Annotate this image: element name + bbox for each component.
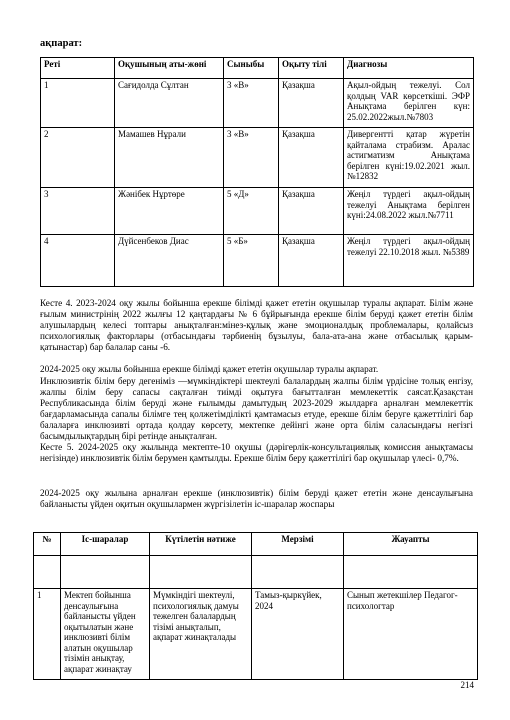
table-cell: Дүйсенбеков Диас: [115, 235, 224, 287]
table-spacer-row: [34, 556, 478, 589]
paragraph: 2024-2025 оқу жылына арналған ерекше (инклюзивтік) білім беруді қажет ететін және денсаулығына байланысты үйден оқитын оқушылармен жүргізілетін іс-шаралар жоспары: [40, 488, 473, 509]
table-row: [34, 589, 478, 680]
paragraph: Кесте 5. 2024-2025 оқу жылында мектепте-10 оқушы (дәрігерлік-консультациялық комиссия анықтамасы негізінде) инклюзивтік білім берумен қамтылды. Ерекше білім беру қажеттілігі бар оқушылар үлесі- 0,7%.: [40, 442, 473, 463]
table-cell: Мектеп бойынша денсаулығына байланысты үйден оқытылатын және инклюзивті білім алатын оқушылар тізімін анықтау, ақпарат жинақтау: [61, 589, 150, 680]
col-header: Жауапты: [344, 533, 478, 556]
table-cell: Жеңіл түрдегі ақыл-ойдың тежелуі 22.10.2018 жыл. №5389: [344, 235, 474, 287]
paragraph: Инклюзивтік білім беру дегеніміз —мүмкіндіктері шектеулі балалардың жалпы білім үрдісіне толық енгізу, жалпы білім беру сапасы сақталған тиімді оқытуға бағытталған мемлекеттік саясат.Қазақстан Республикасында білім беруді және ғылымды дамытудың 2023-2029 жылдарға арналған мемлекеттік бағдарламасында сапалы білімге тең қолжетімділікті қамтамасыз етуде, ерекше білім беруге қажеттілігі бар балаларға инклюзивті ортада қолдау көрсету, мектепке дейінгі және орта білім саласындағы негізгі басымдылықтардың бірі ретінде анықталған.: [40, 376, 473, 441]
table-cell: 4: [41, 235, 115, 287]
paragraph: Кесте 4. 2023-2024 оқу жылы бойынша ерекше білімді қажет ететін оқушылар туралы ақпарат. Білім және ғылым министрінің 2022 жылғы 12 қаңтардағы № 6 бұйрығында ерекше білім беруді қажет ететін білім алушылардың келесі топтары анықталған:мінез-құлық және эмоционалдық проблемалары, қолайсыз психологиялық факторлары (отбасындағы тәрбиенің бұзылуы, бала-ата-ана және отбасылық қарым-қатынастар) бар балалар саны -6.: [40, 298, 473, 352]
col-header: Реті: [41, 58, 115, 79]
table-cell: 3: [41, 188, 115, 235]
table-cell: Қазақша: [279, 79, 344, 128]
table-cell: Мамашев Нұрали: [115, 128, 224, 188]
col-header: Оқушының аты-жөні: [115, 58, 224, 79]
students-table: [40, 57, 474, 287]
table-cell: Жеңіл түрдегі ақыл-ойдың тежелуі Анықтама берілген күні:24.08.2022 жыл.№7711: [344, 188, 474, 235]
table-row: [41, 235, 474, 287]
paragraph: 2024-2025 оқу жылы бойынша ерекше білімді қажет ететін оқушылар туралы ақпарат.: [40, 364, 379, 374]
table-row: [41, 188, 474, 235]
table-cell: Тамыз-қыркүйек, 2024: [252, 589, 344, 680]
table-cell: Ақыл-ойдың тежелуі. Сол қолдың VAR көрсеткіші. ЭФР Анықтама берілген күн: 25.02.2022жыл.№7803: [344, 79, 474, 128]
table-cell: Сағидолда Сұлтан: [115, 79, 224, 128]
table-cell: 1: [34, 589, 61, 680]
page-number: 214: [460, 680, 474, 690]
table-header-row: [34, 533, 478, 556]
col-header: №: [34, 533, 61, 556]
table-cell: 3 «В»: [224, 79, 279, 128]
table-cell: 5 «Б»: [224, 235, 279, 287]
table-cell: Қазақша: [279, 235, 344, 287]
table-cell: Жәнібек Нұртөре: [115, 188, 224, 235]
table-cell: 1: [41, 79, 115, 128]
table-cell: Қазақша: [279, 128, 344, 188]
col-header: Күтілетін нәтиже: [150, 533, 252, 556]
table-row: [41, 79, 474, 128]
col-header: Мерзімі: [252, 533, 344, 556]
table-cell: 5 «Д»: [224, 188, 279, 235]
col-header: Оқыту тілі: [279, 58, 344, 79]
table-cell: Дивергентті қатар жүретін қайталама страбизм. Аралас астигматизм Анықтама берілген күні:19.02.2021 жыл.№12832: [344, 128, 474, 188]
table-cell: 3 «В»: [224, 128, 279, 188]
table-cell: Қазақша: [279, 188, 344, 235]
table-cell: Сынып жетекшілер Педагог-психологтар: [344, 589, 478, 680]
col-header: Іс-шаралар: [61, 533, 150, 556]
section-heading: ақпарат:: [40, 38, 83, 49]
events-plan-table: [33, 532, 478, 680]
col-header: Сыныбы: [224, 58, 279, 79]
table-row: [41, 128, 474, 188]
table-cell: Мүмкіндігі шектеулі, психологиялық дамуы тежелген балалардың тізімі анықталып, ақпарат жинақталады: [150, 589, 252, 680]
table-header-row: [41, 58, 474, 79]
col-header: Диагнозы: [344, 58, 474, 79]
table-cell: 2: [41, 128, 115, 188]
